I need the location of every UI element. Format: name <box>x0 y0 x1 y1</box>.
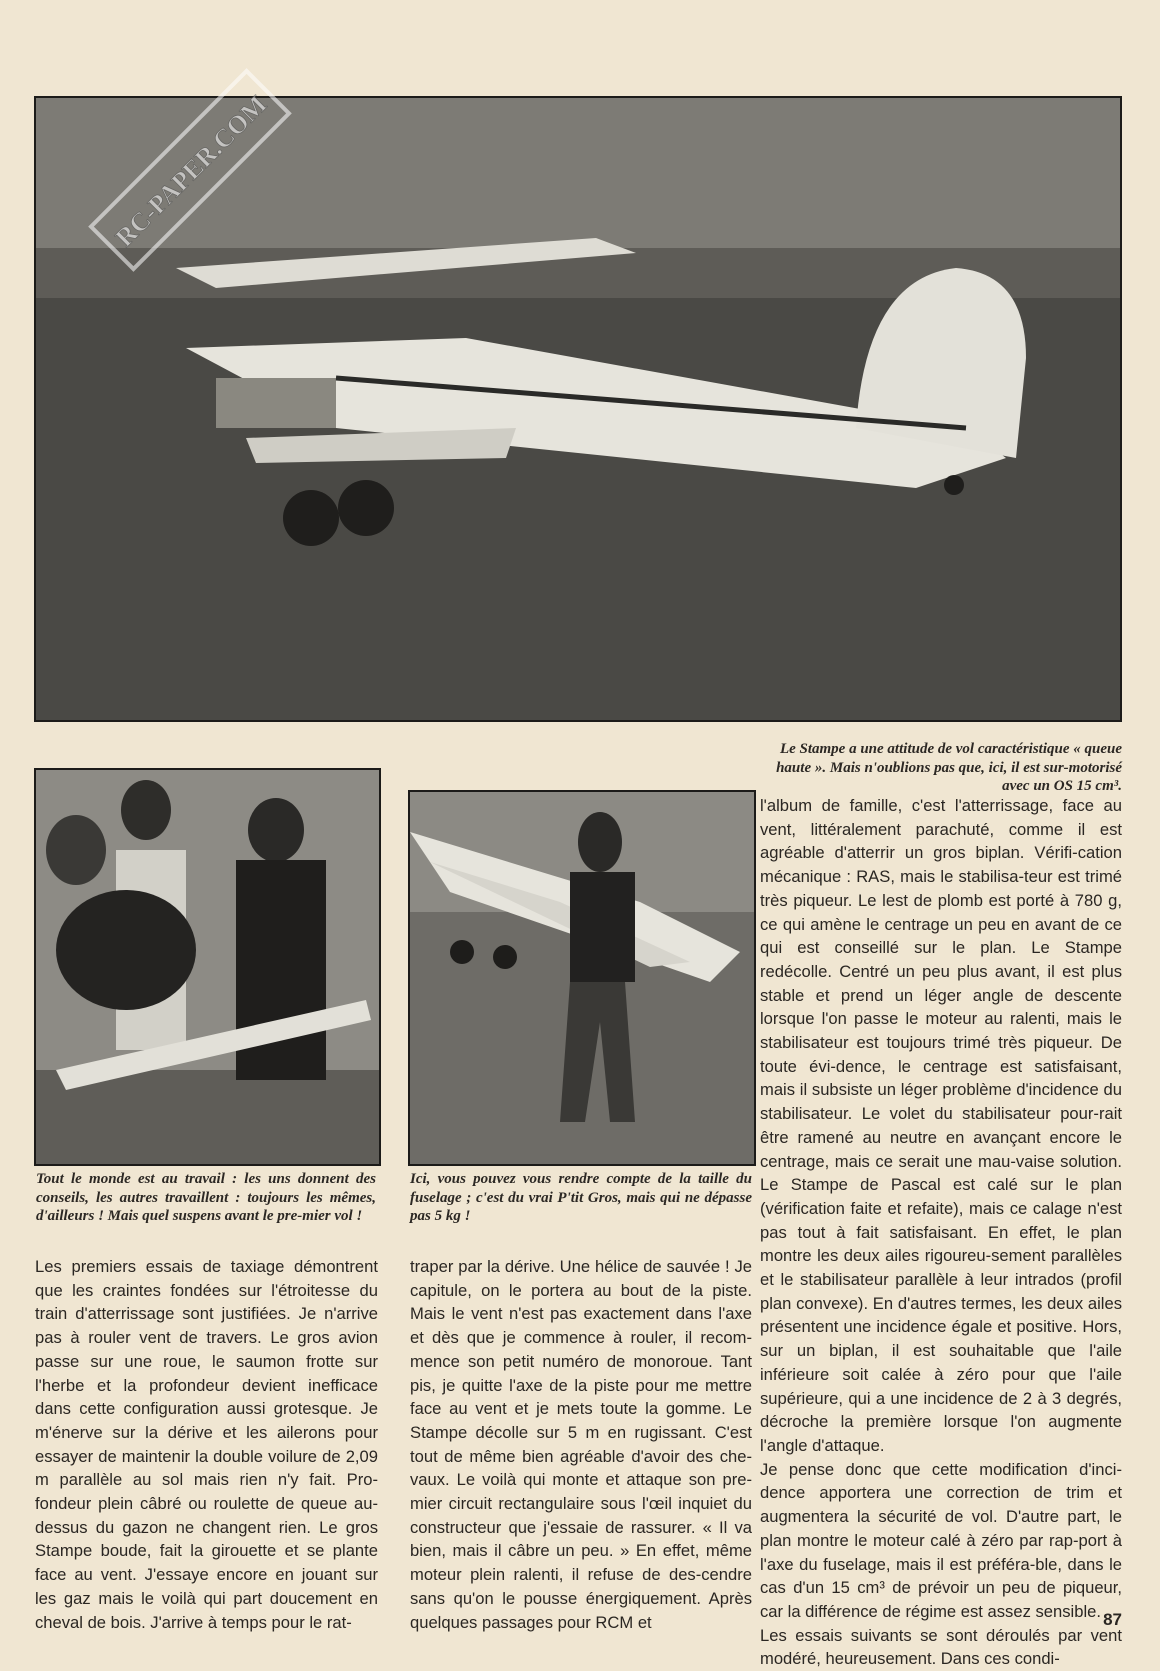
svg-text:RC-PAPER.COM: RC-PAPER.COM <box>109 89 273 253</box>
paragraph: traper par la dérive. Une hélice de sauvée ! Je capitule, on le portera au bout de la piste. Mais le vent n'est pas exactement dans l'axe et dès que je commence à rouler, il recom-mence son petit numéro de monoroue. Tant pis, je quitte l'axe de la piste pour me mettre face au vent et je mets toute la gomme. Le Stampe décolle sur 5 m en rugissant. C'est tout de même bien agréable d'avoir des che-vaux. Le voilà qui monte et attaque son pre-mier circuit rectangulaire sous l'œil inquiet du constructeur que j'essaie de rassurer. « Il va bien, mais il câbre un peu. » En effet, même moteur plein ralenti, il refuse de des-cendre sans qu'on le pousse énergiquement. Après quelques passages pour RCM et <box>410 1257 752 1632</box>
left-photo-caption: Tout le monde est au travail : les uns donnent des conseils, les autres travaillent : toujours les mêmes, d'ailleurs ! Mais quel suspens avant le pre-mier vol ! <box>36 1171 376 1224</box>
paragraph: Les essais suivants se sont déroulés par vent modéré, heureusement. Dans ces condi- <box>760 1625 1122 1669</box>
paragraph: l'album de famille, c'est l'atterrissage, face au vent, littéralement parachuté, comme il est agréable d'atterrir un gros biplan. Vérifi-cation mécanique : RAS, mais le stabilisa-teur est trimé très piqueur. Le lest de plomb est porté à 780 g, ce qui amène le centrage un peu en avant de ce qui est conseillé sur le plan. Le Stampe redécolle. Centré un peu plus avant, il est plus stable et prend un léger angle de descente lorsque l'on passe le moteur au ralenti, mais le stabilisateur est toujours trimé très piqueur. De toute évi-dence, le centrage est satisfaisant, mais il subsiste un léger problème d'incidence du stabilisateur. Le volet du stabilisateur pour-rait être ramené au neutre en avançant encore le centrage, mais ce serait une mau-vaise solution. Le Stampe de Pascal est calé sur le plan (vérification faite et refaite), mais ce calage n'est pas tout à fait satisfaisant. En effet, le plan montre les deux ailes rigoureu-sement parallèles et le stabilisateur parallèle à leur intrados (profil plan convexe). En d'autres termes, les deux ailes présentent une incidence égale et positive. Hors, sur un biplan, il est souhaitable que l'aile inférieure soit calée à zéro pour que l'aile supérieure, qui a une incidence de 2 à 3 degrés, décroche la première lorsque l'on augmente l'angle d'attaque. <box>760 796 1122 1455</box>
article-column-left <box>35 1255 378 1634</box>
page-number: 87 <box>1103 1610 1122 1629</box>
paragraph: Je pense donc que cette modification d'inci-dence apportera une correction de trim et augmentera la sécurité de vol. D'autre part, le plan montre le moteur calé à zéro par rap-port à l'axe du fuselage, mais il est préféra-ble, dans le cas d'un 15 cm³ de prévoir un peu de piqueur, car la différence de régime est assez sensible. <box>760 1459 1122 1621</box>
team-working-photo <box>34 768 381 1166</box>
rc-paper-watermark <box>60 40 320 300</box>
man-carrying-model-photo <box>408 790 756 1166</box>
top-photo-caption: Le Stampe a une attitude de vol caractéristique « queue haute ». Mais n'oublions pas que, ici, il est sur-motorisé avec un OS 15 cm³. <box>776 741 1122 794</box>
paragraph: Les premiers essais de taxiage démontrent que les craintes fondées sur l'étroitesse du train d'atterrissage sont justifiées. Je n'arrive pas à rouler vent de travers. Le gros avion passe sur une roue, le saumon frotte sur l'herbe et la profondeur devient inefficace dans cette configuration aussi grotesque. Je m'énerve sur la dérive et les ailerons pour essayer de maintenir la double voilure de 2,09 m parallèle au sol mais rien n'y fait. Pro-fondeur plein câbré ou roulette de queue au-dessus du gazon ne changent rien. Le gros Stampe boude, fait la girouette et se plante face au vent. J'essaye encore en jouant sur les gaz mais le voilà qui part doucement en cheval de bois. J'arrive à temps pour le rat- <box>35 1257 378 1632</box>
article-column-right <box>760 794 1122 1671</box>
middle-photo-caption: Ici, vous pouvez vous rendre compte de la taille du fuselage ; c'est du vrai P'tit Gros, mais qui ne dépasse pas 5 kg ! <box>410 1171 752 1224</box>
article-column-middle <box>410 1255 752 1634</box>
